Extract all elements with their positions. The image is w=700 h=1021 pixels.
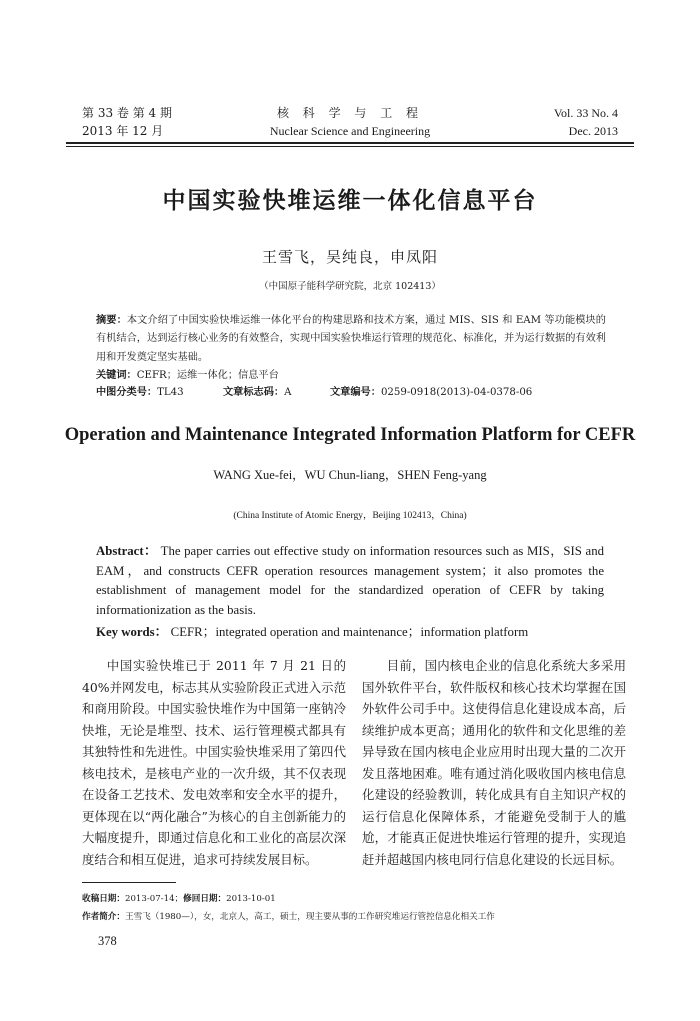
abstract-zh-label: 摘要： bbox=[96, 315, 127, 326]
body-column-right bbox=[362, 655, 626, 870]
publication-date: 2013 年 12 月 bbox=[82, 124, 164, 138]
volume-issue-en bbox=[554, 104, 618, 140]
body-paragraph: 目前，国内核电企业的信息化系统大多采用国外软件平台，软件版权和核心技术均掌握在国外软件公司手中。这使得信息化建设成本高，后续维护成本更高；通用化的软件和文化思维的差异导致在国内核电企业应用时出现大量的二次开发且落地困难。唯有通过消化吸收国内核电信息化建设的经验教训，转化成具有自主知识产权的运行信息化保障体系，才能避免受制于人的尴尬，才能真正促进快堆运行管理的提升，实现追赶并超越国内核电同行信息化建设的长远目标。 bbox=[362, 658, 626, 867]
author-bio-label: 作者简介： bbox=[82, 912, 125, 922]
received-date: 2013-07-14； bbox=[124, 894, 184, 904]
article-title-zh: 中国实验快堆运维一体化信息平台 bbox=[162, 188, 538, 214]
document-code bbox=[223, 384, 291, 402]
article-title-en: Operation and Maintenance Integrated Information Platform for CEFR bbox=[64, 425, 636, 445]
revised-date-label: 修回日期： bbox=[183, 894, 227, 904]
keywords-en bbox=[96, 623, 604, 643]
affiliation-en: (China Institute of Atomic Energy，Beijing 102413，China) bbox=[233, 511, 467, 521]
keywords-en-label: Key words： bbox=[96, 625, 168, 639]
article-number-label: 文章编号： bbox=[330, 387, 381, 398]
footnote-author-bio bbox=[82, 910, 495, 924]
article-number-value: 0259-0918(2013)-04-0378-06 bbox=[380, 387, 533, 398]
page-number: 378 bbox=[98, 934, 117, 948]
journal-name-zh: 核 科 学 与 工 程 bbox=[276, 106, 424, 120]
header-rule-thin bbox=[66, 146, 634, 147]
clc-number bbox=[96, 384, 184, 402]
abstract-en-label: Abstract： bbox=[96, 544, 158, 558]
body-column-left bbox=[82, 655, 346, 870]
keywords-zh-label: 关键词： bbox=[96, 370, 137, 382]
volume-issue-line: 第 33 卷 第 4 期 bbox=[82, 106, 172, 120]
keywords-en-text: CEFR；integrated operation and maintenance；information platform bbox=[167, 625, 529, 639]
footnote-rule bbox=[82, 882, 176, 883]
received-date-label: 收稿日期： bbox=[82, 894, 125, 904]
revised-date: 2013-10-01 bbox=[226, 894, 276, 904]
author-bio: 王雪飞（1980—），女，北京人，高工，硕士，现主要从事的工作研究堆运行管控信息化相关工作 bbox=[124, 912, 495, 922]
journal-name bbox=[82, 104, 618, 140]
authors-en: WANG Xue-fei，WU Chun-liang，SHEN Feng-yang bbox=[213, 468, 487, 482]
abstract-en bbox=[96, 542, 604, 620]
abstract-en-text: The paper carries out effective study on information resources such as MIS，SIS and EAM，and constructs CEFR operation resources management system；it also promotes the establishment of management model for the standardized operation of CEFR by taking informationization as the basis. bbox=[96, 544, 604, 617]
clc-value: TL43 bbox=[157, 387, 184, 398]
body-paragraph: 中国实验快堆已于 2011 年 7 月 21 日的 40%并网发电，标志其从实验阶段正式进入示范和商用阶段。中国实验快堆作为中国第一座钠冷快堆，无论是堆型、技术、运行管理模式都具有其独特性和先进性。中国实验快堆采用了第四代核电技术，是核电产业的一次升级，其不仅表现在设备工艺技术、发电效率和安全水平的提升，更体现在以“两化融合”为核心的自主创新能力的大幅度提升，即通过信息化和工业化的高层次深度结合和相互促进，追求可持续发展目标。 bbox=[82, 658, 346, 867]
abstract-zh bbox=[96, 312, 606, 386]
keywords-zh-text: CEFR；运维一体化；信息平台 bbox=[136, 370, 279, 382]
clc-label: 中图分类号： bbox=[96, 387, 158, 398]
footnote-dates bbox=[82, 892, 276, 906]
header-rule-thick bbox=[66, 142, 634, 144]
article-number bbox=[330, 384, 532, 402]
affiliation-zh: （中国原子能科学研究院，北京 102413） bbox=[259, 281, 441, 292]
authors-zh: 王雪飞，吴纯良，申凤阳 bbox=[261, 248, 438, 266]
document-code-value: A bbox=[284, 387, 292, 398]
abstract-zh-text: 本文介绍了中国实验快堆运维一体化平台的构建思路和技术方案，通过 MIS、SIS 和 EAM 等功能模块的有机结合，达到运行核心业务的有效整合，实现中国实验快堆运行管理的规范化、标准化，并为运行数据的有效利用和开发奠定坚实基础。 bbox=[96, 315, 606, 363]
volume-issue-en-line: Vol. 33 No. 4 bbox=[553, 106, 618, 120]
document-code-label: 文章标志码： bbox=[223, 387, 285, 398]
publication-date-en: Dec. 2013 bbox=[568, 124, 618, 138]
journal-name-en: Nuclear Science and Engineering bbox=[269, 124, 431, 138]
